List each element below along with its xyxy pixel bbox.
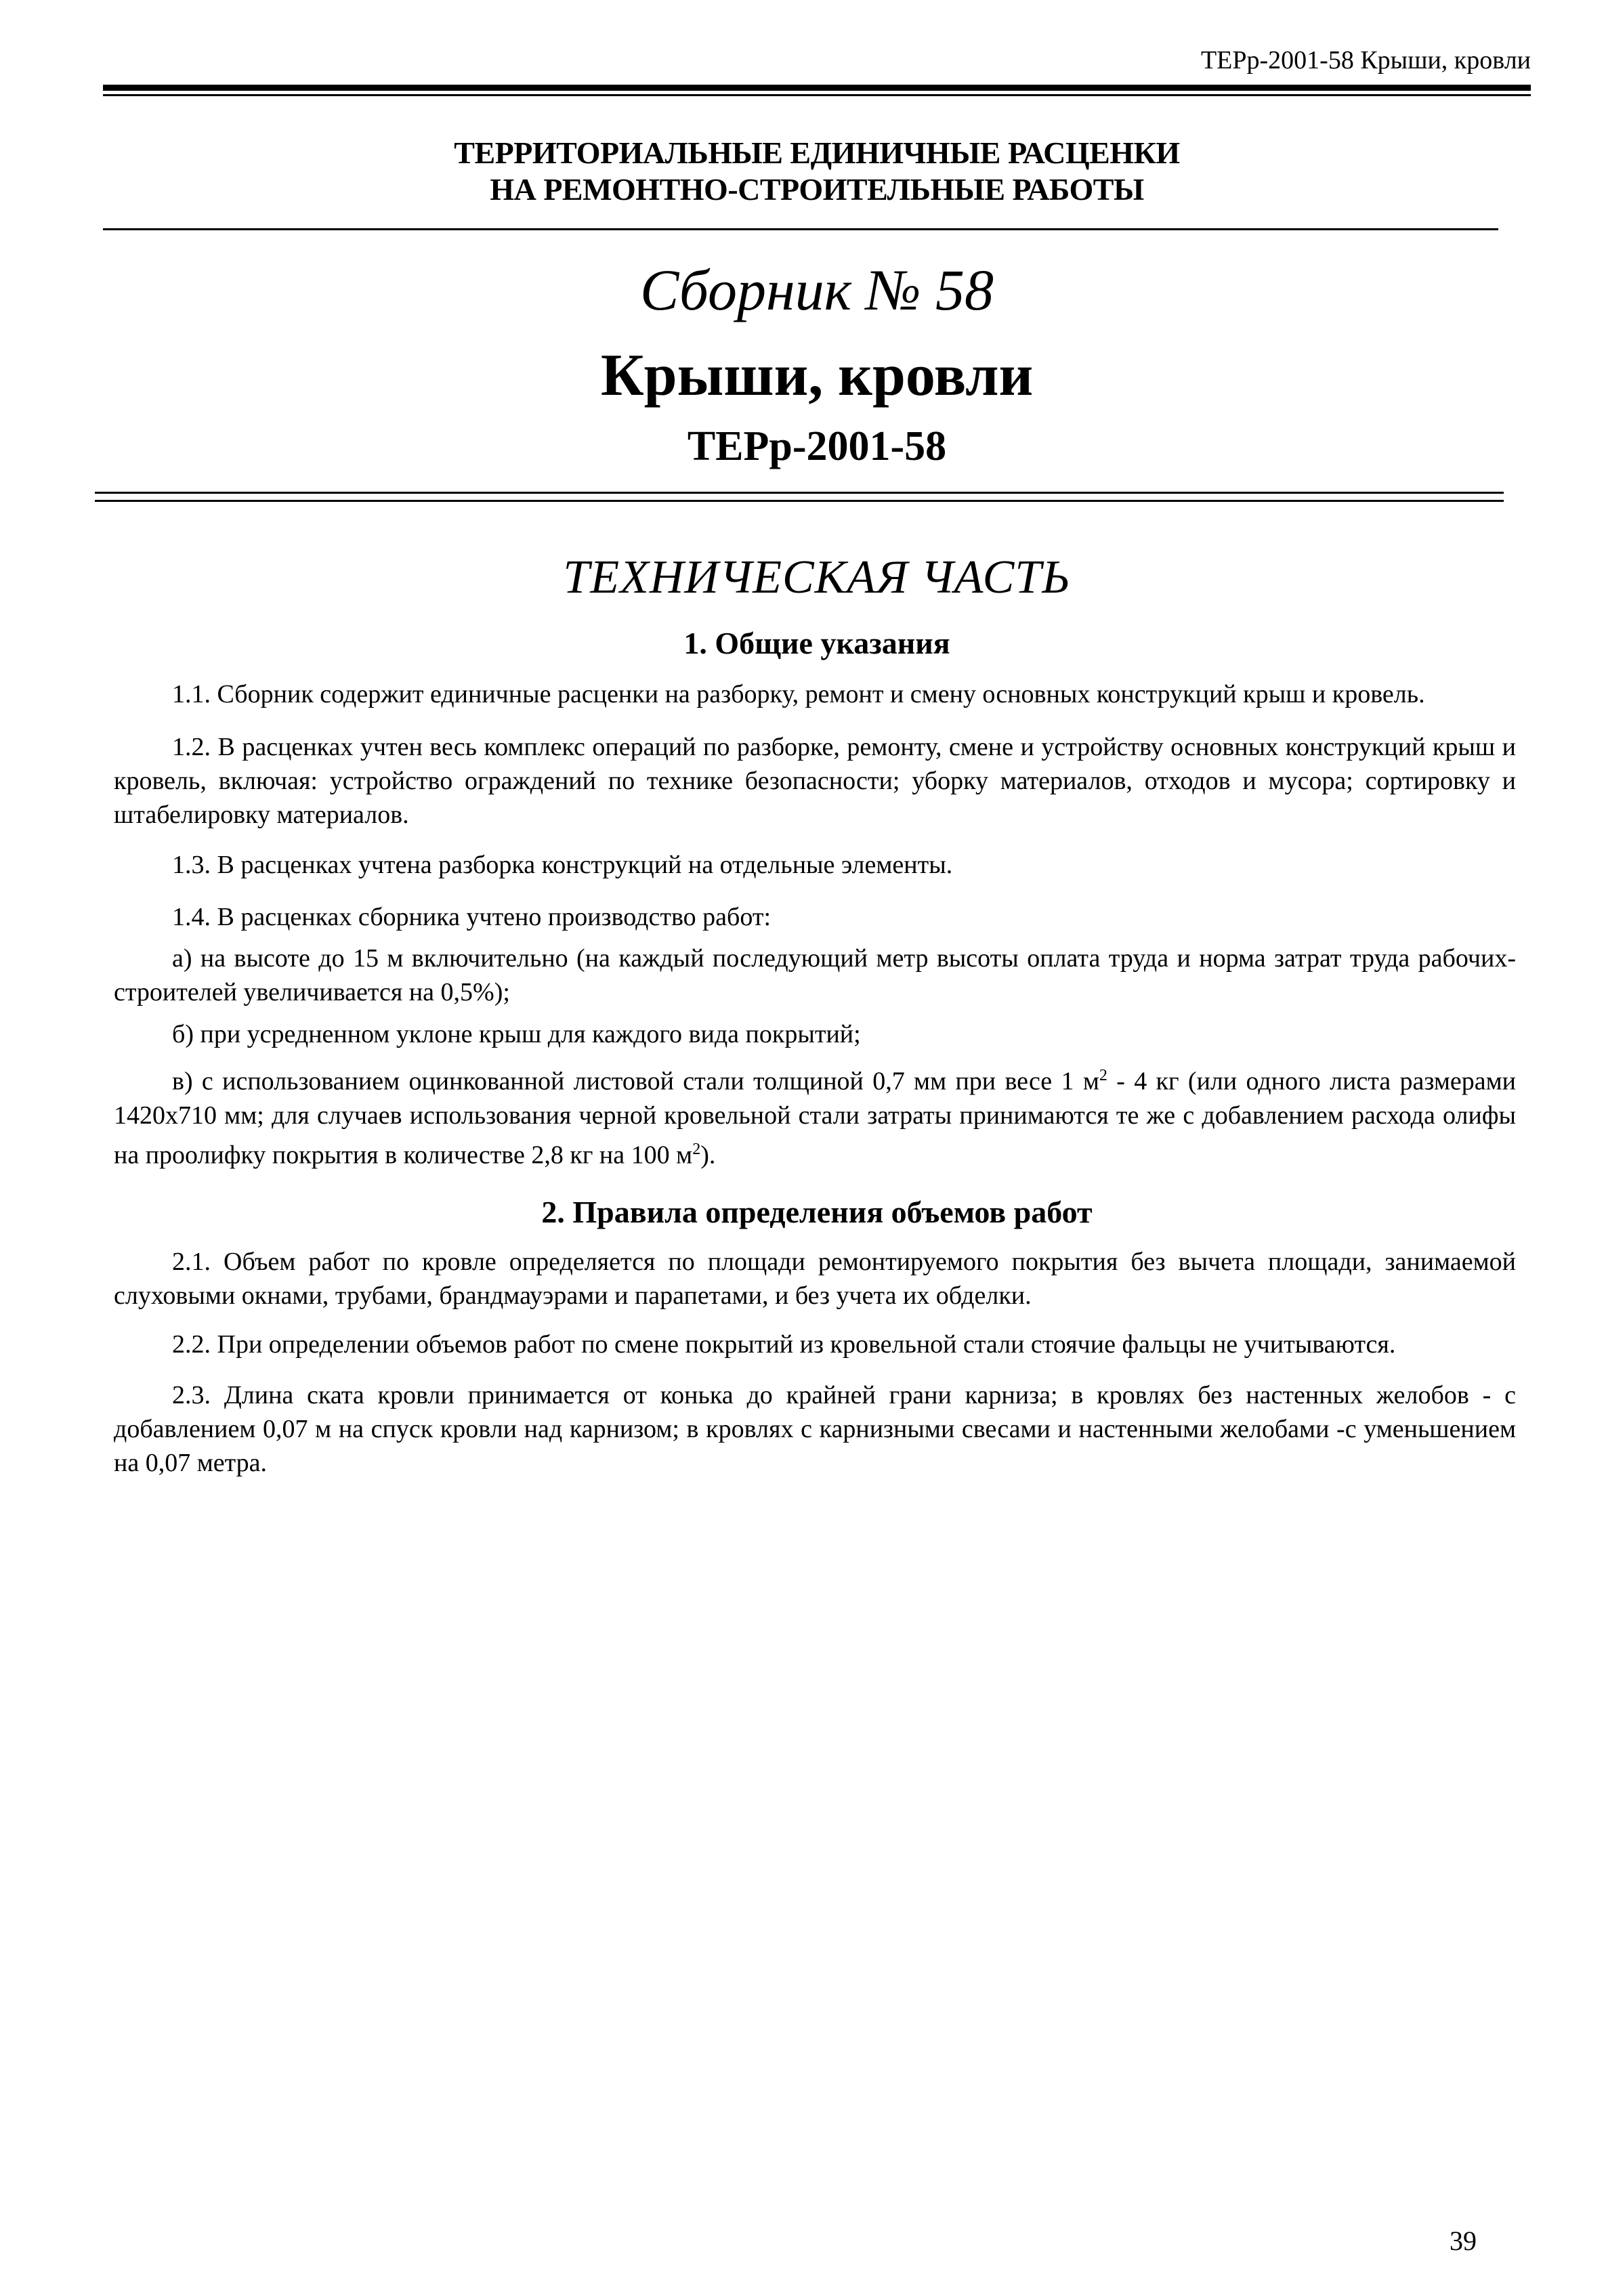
list-item-v-text-3: ).	[700, 1141, 716, 1170]
title-rule-1	[95, 492, 1504, 494]
paragraph-2-1: 2.1. Объем работ по кровле определяется по площади ремонтируемого покрытия без вычета площади, занимаемой слуховыми окнами, трубами, брандмауэрами и парапетами, и без учета их обделки.	[114, 1248, 1516, 1310]
superscript-2: 2	[1099, 1067, 1107, 1084]
header-rule-thick	[103, 85, 1531, 91]
list-item-v-text-1: в) с использованием оцинкованной листовой стали толщиной 0,7 мм при весе 1 м	[172, 1067, 1099, 1096]
paragraph-1-1: 1.1. Сборник содержит единичные расценки на разборку, ремонт и смену основных конструкций крыш и кровель.	[172, 680, 1425, 708]
technical-part-title: ТЕХНИЧЕСКАЯ ЧАСТЬ	[563, 551, 1071, 603]
document-code: ТЕРр-2001-58	[687, 423, 947, 469]
superscript-2: 2	[692, 1140, 701, 1158]
list-item-v-text-2: - 4 кг (или одного листа размерами 1420х710 мм; для случаев использования черной кровельной стали затраты принимаются те же с добавлением расхода олифы на проолифку покрытия в количестве 2,8 кг на 100 м	[114, 1067, 1517, 1170]
collection-number: Сборник № 58	[639, 257, 994, 322]
paragraph-1-2: 1.2. В расценках учтен весь комплекс операций по разборке, ремонту, смене и устройству основных конструкций крыш и кровель, включая: устройство ограждений по технике безопасности; уборку материалов, отходов и мусора; сортировку и штабелировку материалов.	[114, 733, 1516, 829]
list-item-a: а) на высоте до 15 м включительно (на каждый последующий метр высоты оплата труда и норма затрат труда рабочих-строителей увеличивается на 0,5%);	[114, 944, 1516, 1006]
paragraph-1-4: 1.4. В расценках сборника учтено производство работ:	[172, 903, 772, 931]
paragraph-2-2: 2.2. При определении объемов работ по смене покрытий из кровельной стали стоячие фальцы не учитываются.	[172, 1330, 1396, 1359]
paragraph-2-3: 2.3. Длина ската кровли принимается от конька до крайней грани карниза; в кровлях без настенных желобов - с добавлением 0,07 м на спуск кровли над карнизом; в кровлях с карнизными свесами и настенными желобами -с уменьшением на 0,07 метра.	[114, 1381, 1516, 1477]
document-title: Крыши, кровли	[600, 343, 1034, 408]
running-head: ТЕРр-2001-58 Крыши, кровли	[1200, 46, 1531, 75]
list-item-b: б) при усредненном уклоне крыш для каждого вида покрытий;	[172, 1020, 861, 1048]
header-rule-thin	[103, 94, 1531, 96]
series-rule	[103, 228, 1498, 230]
paragraph-1-3: 1.3. В расценках учтена разборка конструкций на отдельные элементы.	[172, 851, 953, 879]
section-2-heading: 2. Правила определения объемов работ	[541, 1195, 1093, 1229]
list-item-v	[114, 1059, 1516, 1172]
series-title-line-1: ТЕРРИТОРИАЛЬНЫЕ ЕДИНИЧНЫЕ РАСЦЕНКИ	[454, 135, 1180, 170]
title-rule-2	[95, 500, 1504, 502]
page-number: 39	[1450, 2226, 1477, 2256]
section-1-heading: 1. Общие указания	[683, 626, 950, 660]
series-title-line-2: НА РЕМОНТНО-СТРОИТЕЛЬНЫЕ РАБОТЫ	[490, 172, 1144, 207]
